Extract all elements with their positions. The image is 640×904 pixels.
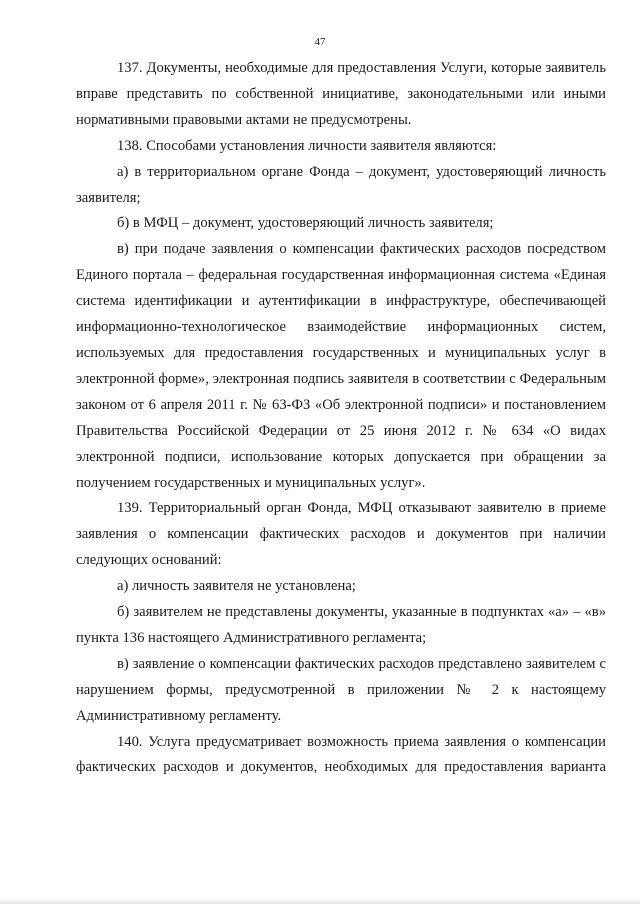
scan-edge [0, 898, 640, 904]
paragraph-139-b: б) заявителем не представлены документы, указанные в подпунктах «а» – «в» пункта 136 настоящего Административного регламента; [76, 604, 606, 646]
paragraph-138-v: в) при подаче заявления о компенсации фактических расходов посредством Единого портала – федеральная государственная информационная система «Единая система идентификации и аутентификации в инфраструктуре, обеспечивающей информационно-технологическое взаимодействие информационных систем, используемых для предоставления государственных и муниципальных услуг в электронной форме», электронная подпись заявителя в соответствии с Федеральным законом от 6 апреля 2011 г. № 63-ФЗ «Об электронной подписи» и постановлением Правительства Российской Федерации от 25 июня 2012 г. № 634 «О видах электронной подписи, использование которых допускается при обращении за получением государственных и муниципальных услуг». [76, 241, 606, 491]
document-body [76, 56, 606, 781]
paragraph-140: 140. Услуга предусматривает возможность приема заявления о компенсации фактических расходов и документов, необходимых для предоставления варианта [76, 733, 606, 776]
paragraph-138: 138. Способами установления личности заявителя являются: [117, 137, 497, 154]
page-number: 47 [314, 36, 326, 48]
paragraph-137: 137. Документы, необходимые для предоставления Услуги, которые заявитель вправе представить по собственной инициативе, законодательными или иными нормативными правовыми актами не предусмотрены. [76, 60, 606, 128]
paragraph-139-a: а) личность заявителя не установлена; [117, 578, 356, 595]
paragraph-139: 139. Территориальный орган Фонда, МФЦ отказывают заявителю в приеме заявления о компенсации фактических расходов и документов при наличии следующих оснований: [76, 500, 606, 569]
paragraph-139-v: в) заявление о компенсации фактических расходов представлено заявителем с нарушением формы, предусмотренной в приложении № 2 к настоящему Административному регламенту. [76, 655, 606, 724]
paragraph-138-b: б) в МФЦ – документ, удостоверяющий личность заявителя; [117, 215, 494, 232]
paragraph-138-a: а) в территориальном органе Фонда – документ, удостоверяющий личность заявителя; [76, 163, 606, 206]
